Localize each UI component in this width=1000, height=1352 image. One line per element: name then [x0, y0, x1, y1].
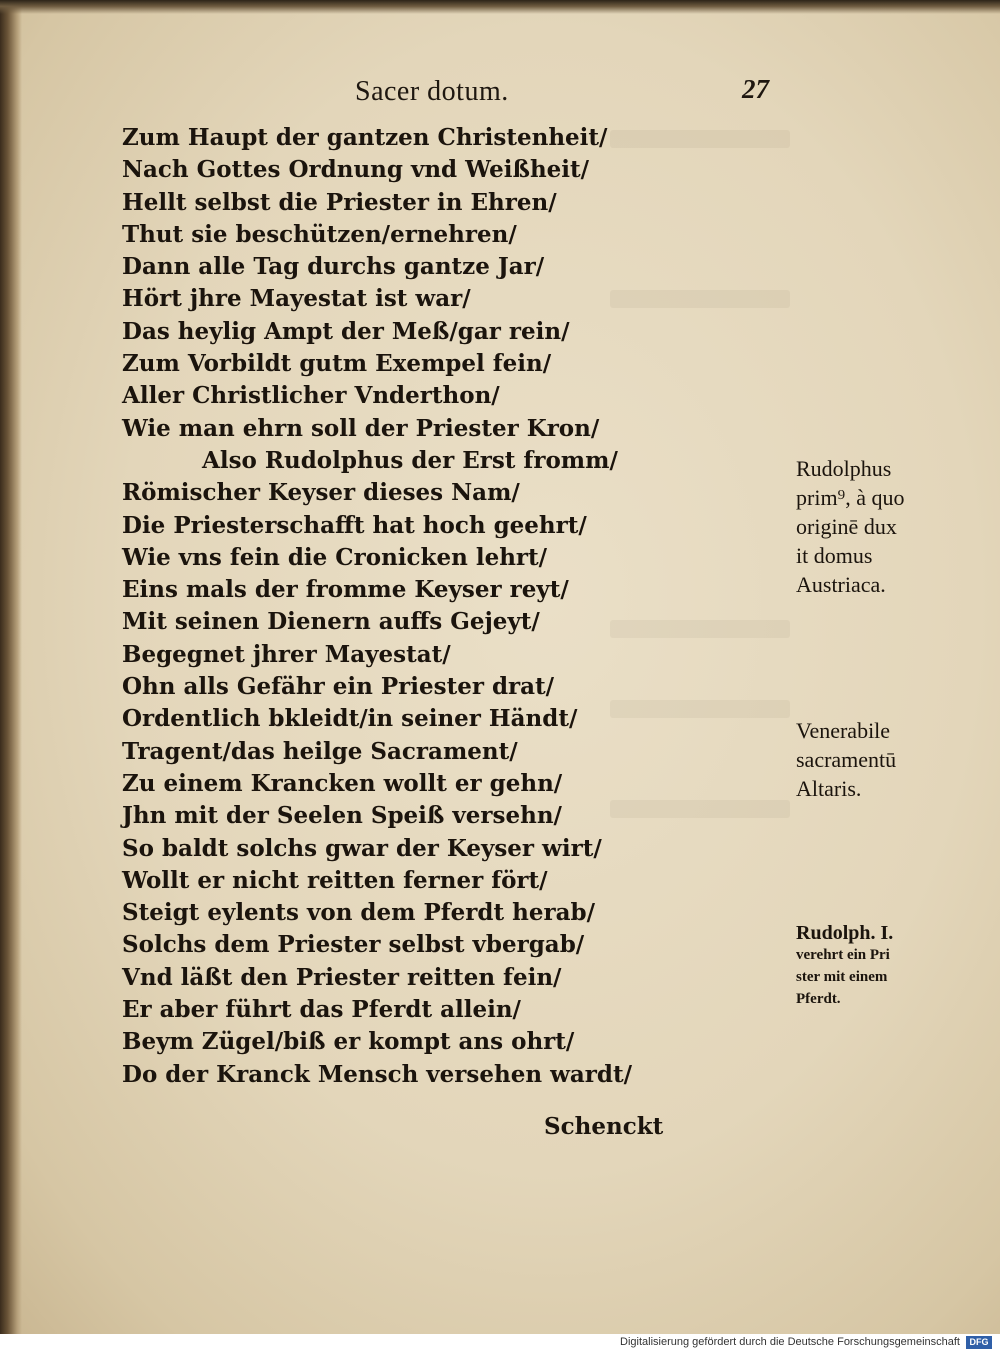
verse-line: Nach Gottes Ordnung vnd Weißheit/ — [122, 156, 590, 184]
page-number: 27 — [742, 74, 769, 104]
verse-line: Zum Haupt der gantzen Christenheit/ — [122, 124, 608, 151]
verse-line: Do der Kranck Mensch versehen wardt/ — [122, 1060, 633, 1088]
margin-note-line: Venerabile — [796, 718, 891, 743]
margin-note-line: Pferdt. — [796, 991, 841, 1007]
margin-note-line: it domus — [796, 543, 873, 568]
verse-line: Zu einem Krancken wollt er gehn/ — [122, 769, 563, 797]
page-spine-shadow — [0, 0, 22, 1334]
margin-note-line: Altaris. — [796, 776, 862, 801]
verse-line: Beym Zügel/biß er kompt ans ohrt/ — [122, 1028, 575, 1056]
margin-note-rudolph-i — [796, 922, 893, 1010]
verse-line: Thut sie beschützen/ernehren/ — [122, 220, 517, 248]
margin-note-line: originē dux — [796, 514, 897, 539]
catchword: Schenckt — [544, 1113, 664, 1140]
verse-line: Eins mals der fromme Keyser reyt/ — [122, 576, 569, 604]
verse-line: Also Rudolphus der Erst fromm/ — [202, 446, 618, 474]
margin-note-sacrament — [796, 716, 896, 803]
verse-line: Wie man ehrn soll der Priester Kron/ — [122, 414, 600, 442]
verse-line: So baldt solchs gwar der Keyser wirt/ — [122, 834, 602, 862]
verse-line: Jhn mit der Seelen Speiß versehn/ — [122, 802, 562, 830]
verse-line: Begegnet jhrer Mayestat/ — [122, 640, 451, 668]
verse-line: Zum Vorbildt gutm Exempel fein/ — [122, 350, 552, 378]
funding-credit: Digitalisierung gefördert durch die Deutsche Forschungsgemeinschaft — [620, 1336, 960, 1348]
verse-block — [122, 122, 682, 1091]
margin-note-line: Austriaca. — [796, 572, 886, 597]
verse-line: Hellt selbst die Priester in Ehren/ — [122, 188, 557, 216]
verse-line: Mit seinen Dienern auffs Gejeyt/ — [122, 608, 540, 636]
verse-line: Ohn alls Gefähr ein Priester drat/ — [122, 673, 555, 701]
verse-line: Dann alle Tag durchs gantze Jar/ — [122, 253, 545, 281]
verse-line: Hört jhre Mayestat ist war/ — [122, 285, 471, 313]
verse-line: Das heylig Ampt der Meß/gar rein/ — [122, 317, 570, 345]
verse-line: Ordentlich bkleidt/in seiner Händt/ — [122, 705, 578, 733]
verse-line: Tragent/das heilge Sacrament/ — [122, 737, 518, 765]
margin-note-line: Rudolphus — [796, 456, 892, 481]
dfg-logo: DFG — [966, 1336, 992, 1349]
verse-line: Römischer Keyser dieses Nam/ — [122, 479, 520, 507]
margin-note-line: verehrt ein Pri — [796, 947, 890, 963]
running-head: Sacer dotum. — [355, 76, 509, 107]
margin-note-line: prim⁹, à quo — [796, 485, 905, 510]
verse-line: Vnd läßt den Priester reitten fein/ — [122, 963, 562, 991]
footer-bar — [0, 1334, 1000, 1352]
margin-note-line: sacramentū — [796, 747, 897, 772]
margin-note-rudolphus — [796, 454, 905, 599]
verse-line: Aller Christlicher Vnderthon/ — [122, 382, 500, 410]
verse-line: Steigt eylents von dem Pferdt herab/ — [122, 899, 595, 927]
margin-note-line: ster mit einem — [796, 969, 888, 985]
page-top-edge — [0, 0, 1000, 14]
verse-line: Er aber führt das Pferdt allein/ — [122, 996, 521, 1024]
verse-line: Die Priesterschafft hat hoch geehrt/ — [122, 511, 587, 539]
verse-line: Wollt er nicht reitten ferner fört/ — [122, 866, 548, 894]
margin-note-line: Rudolph. I. — [796, 922, 894, 944]
verse-line: Wie vns fein die Cronicken lehrt/ — [122, 543, 548, 571]
verse-line: Solchs dem Priester selbst vbergab/ — [122, 931, 585, 959]
